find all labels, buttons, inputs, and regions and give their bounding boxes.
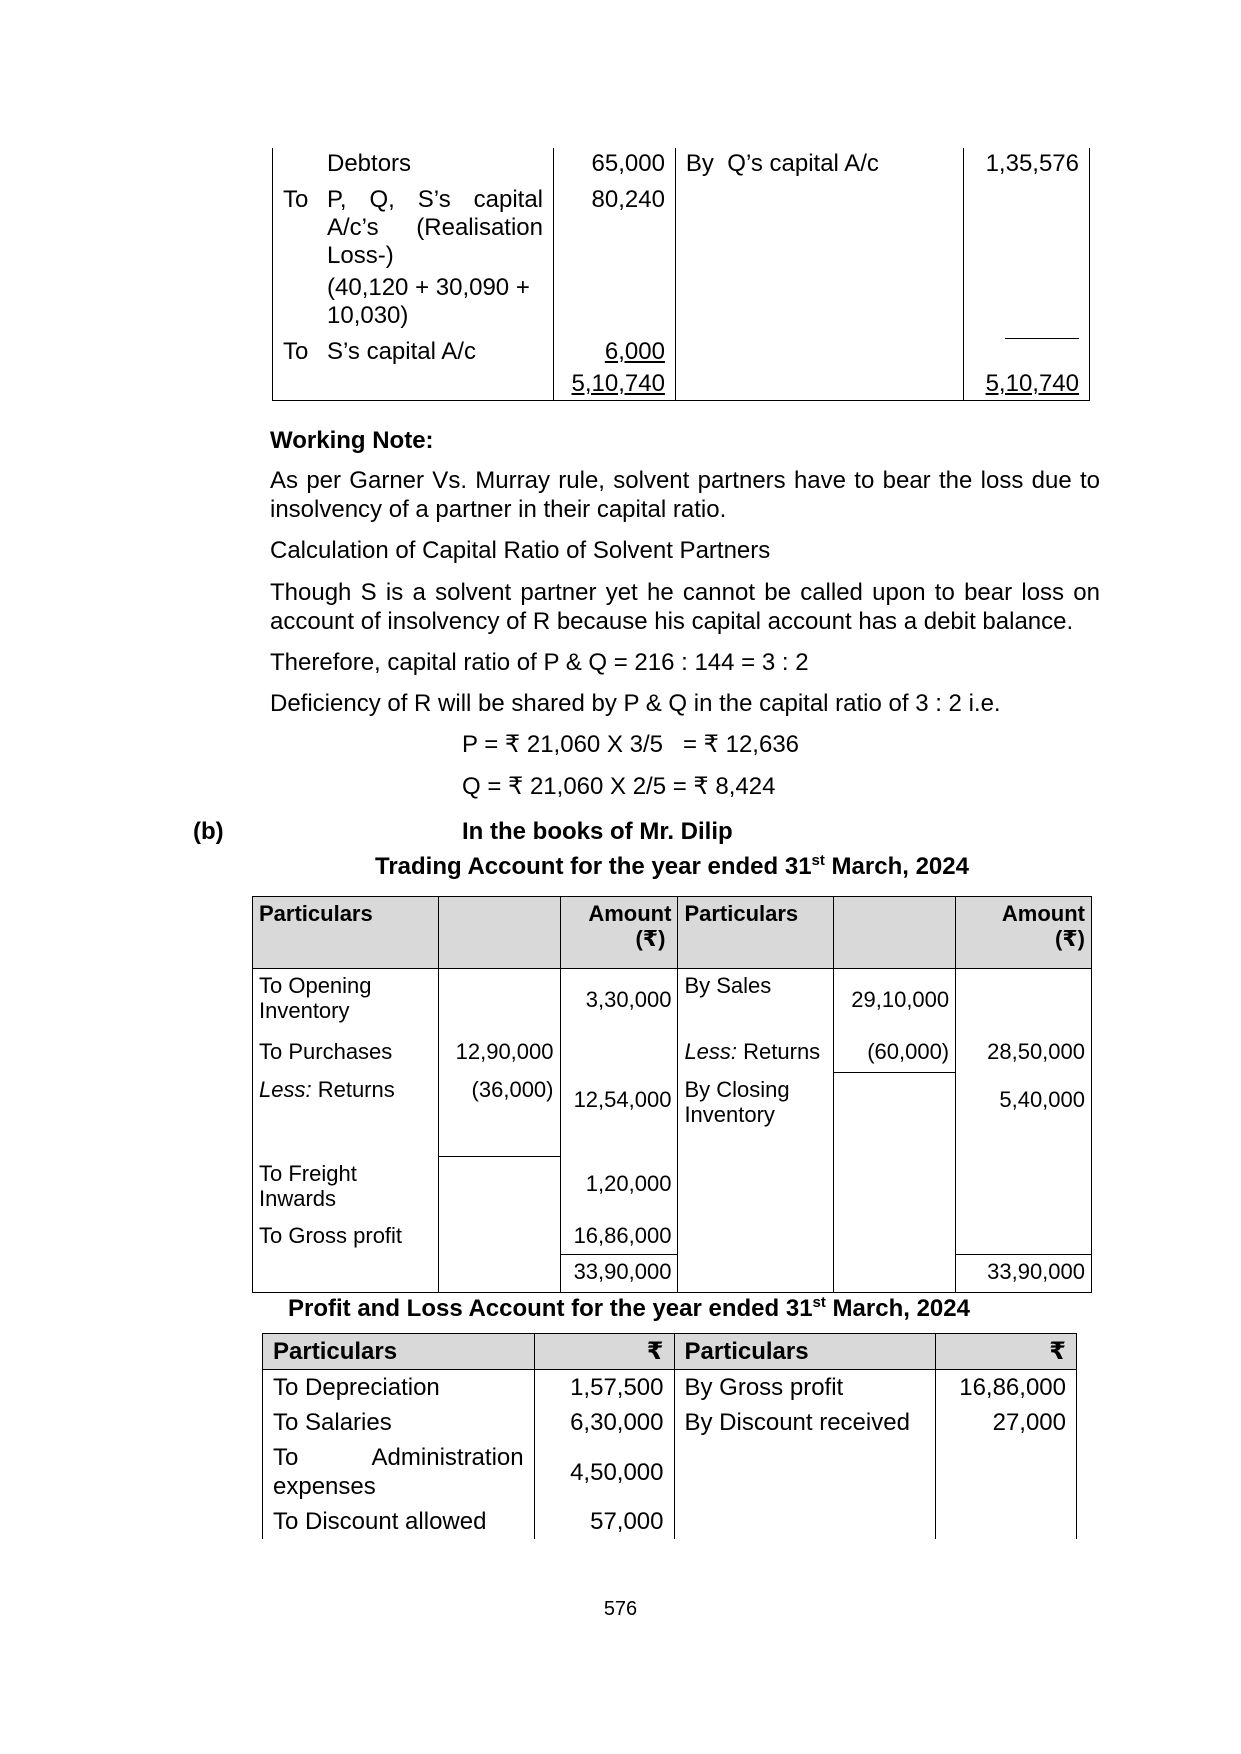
row-desc: S’s capital A/c <box>327 338 476 365</box>
row-prefix: To <box>283 338 309 365</box>
total-rule <box>1005 338 1079 359</box>
total-right: 33,90,000 <box>956 1255 1092 1293</box>
col-header: Particulars <box>263 1334 535 1370</box>
calculation-line: Q = ₹ 21,060 X 2/5 = ₹ 8,424 <box>462 773 776 800</box>
working-note-para: Therefore, capital ratio of P & Q = 216 : 144 = 3 : 2 <box>270 649 809 676</box>
trading-title: Trading Account for the year ended 31st March, 2024 <box>375 852 969 880</box>
working-note-para: As per Garner Vs. Murray rule, solvent partners have to bear the loss due to insolvency of a partner in their capital ratio. <box>270 467 1100 523</box>
col-header: Particulars <box>678 897 834 969</box>
working-note-para: Though S is a solvent partner yet he cannot be called upon to bear loss on account of insolvency of R because his capital account has a debit balance. <box>270 579 1100 635</box>
col-header: ₹ <box>936 1334 1077 1370</box>
pl-title: Profit and Loss Account for the year ended 31st March, 2024 <box>288 1294 970 1322</box>
row-prefix: To <box>283 186 309 213</box>
page-number: 576 <box>603 1598 638 1620</box>
table-row <box>273 368 1090 401</box>
total-right: 5,10,740 <box>985 370 1079 397</box>
table-header-row <box>263 1334 1077 1370</box>
table-row <box>273 332 1090 368</box>
row-desc: Q’s capital A/c <box>727 150 879 177</box>
working-note-heading: Working Note: <box>270 427 434 454</box>
col-header: Particulars <box>253 897 439 969</box>
row-desc-calc: (40,120 + 30,090 + 10,030) <box>327 274 530 329</box>
table-row <box>273 148 1090 180</box>
row-amount: 6,000 <box>604 338 665 365</box>
table-row: To Opening Inventory 3,30,000 By Sales 29,10,000 <box>253 969 1092 1035</box>
table-row: To Purchases 12,90,000 Less: Returns (60,000) 28,50,000 <box>253 1035 1092 1073</box>
table-row: To Depreciation 1,57,500 By Gross profit 16,86,000 <box>263 1370 1077 1406</box>
part-label: (b) <box>193 818 224 845</box>
table-row: To Discount allowed 57,000 <box>263 1504 1077 1539</box>
realisation-account-table <box>272 148 1090 401</box>
total-left: 5,10,740 <box>571 370 665 397</box>
calculation-line: P = ₹ 21,060 X 3/5 = ₹ 12,636 <box>462 731 800 758</box>
working-note-para: Calculation of Capital Ratio of Solvent Partners <box>270 537 771 564</box>
row-amount: 65,000 <box>554 148 676 180</box>
books-heading: In the books of Mr. Dilip <box>462 818 733 845</box>
table-header-row <box>253 897 1092 969</box>
profit-loss-table <box>262 1333 1077 1539</box>
table-row: Less: Returns (36,000) 12,54,000 By Closing Inventory 5,40,000 <box>253 1073 1092 1157</box>
working-note-para: Deficiency of R will be shared by P & Q in the capital ratio of 3 : 2 i.e. <box>270 690 1001 717</box>
table-row: To Salaries 6,30,000 By Discount received 27,000 <box>263 1405 1077 1440</box>
trading-account-table <box>252 896 1092 1293</box>
row-desc: P, Q, S’s capital A/c’s (Realisation Loss-) <box>327 186 543 269</box>
row-amount: 1,35,576 <box>964 148 1090 180</box>
row-amount: 80,240 <box>554 180 676 332</box>
col-header: Amount (₹) <box>560 897 678 969</box>
row-desc: Debtors <box>327 150 412 177</box>
col-header: Particulars <box>674 1334 936 1370</box>
table-total-row <box>253 1255 1092 1293</box>
total-left: 33,90,000 <box>560 1255 678 1293</box>
table-row: To Administration expenses 4,50,000 <box>263 1440 1077 1504</box>
row-prefix: By <box>685 150 714 177</box>
col-header: ₹ <box>534 1334 674 1370</box>
table-row: To Freight Inwards 1,20,000 <box>253 1157 1092 1219</box>
table-row <box>273 180 1090 332</box>
table-row: To Gross profit 16,86,000 <box>253 1219 1092 1255</box>
col-header: Amount (₹) <box>956 897 1092 969</box>
